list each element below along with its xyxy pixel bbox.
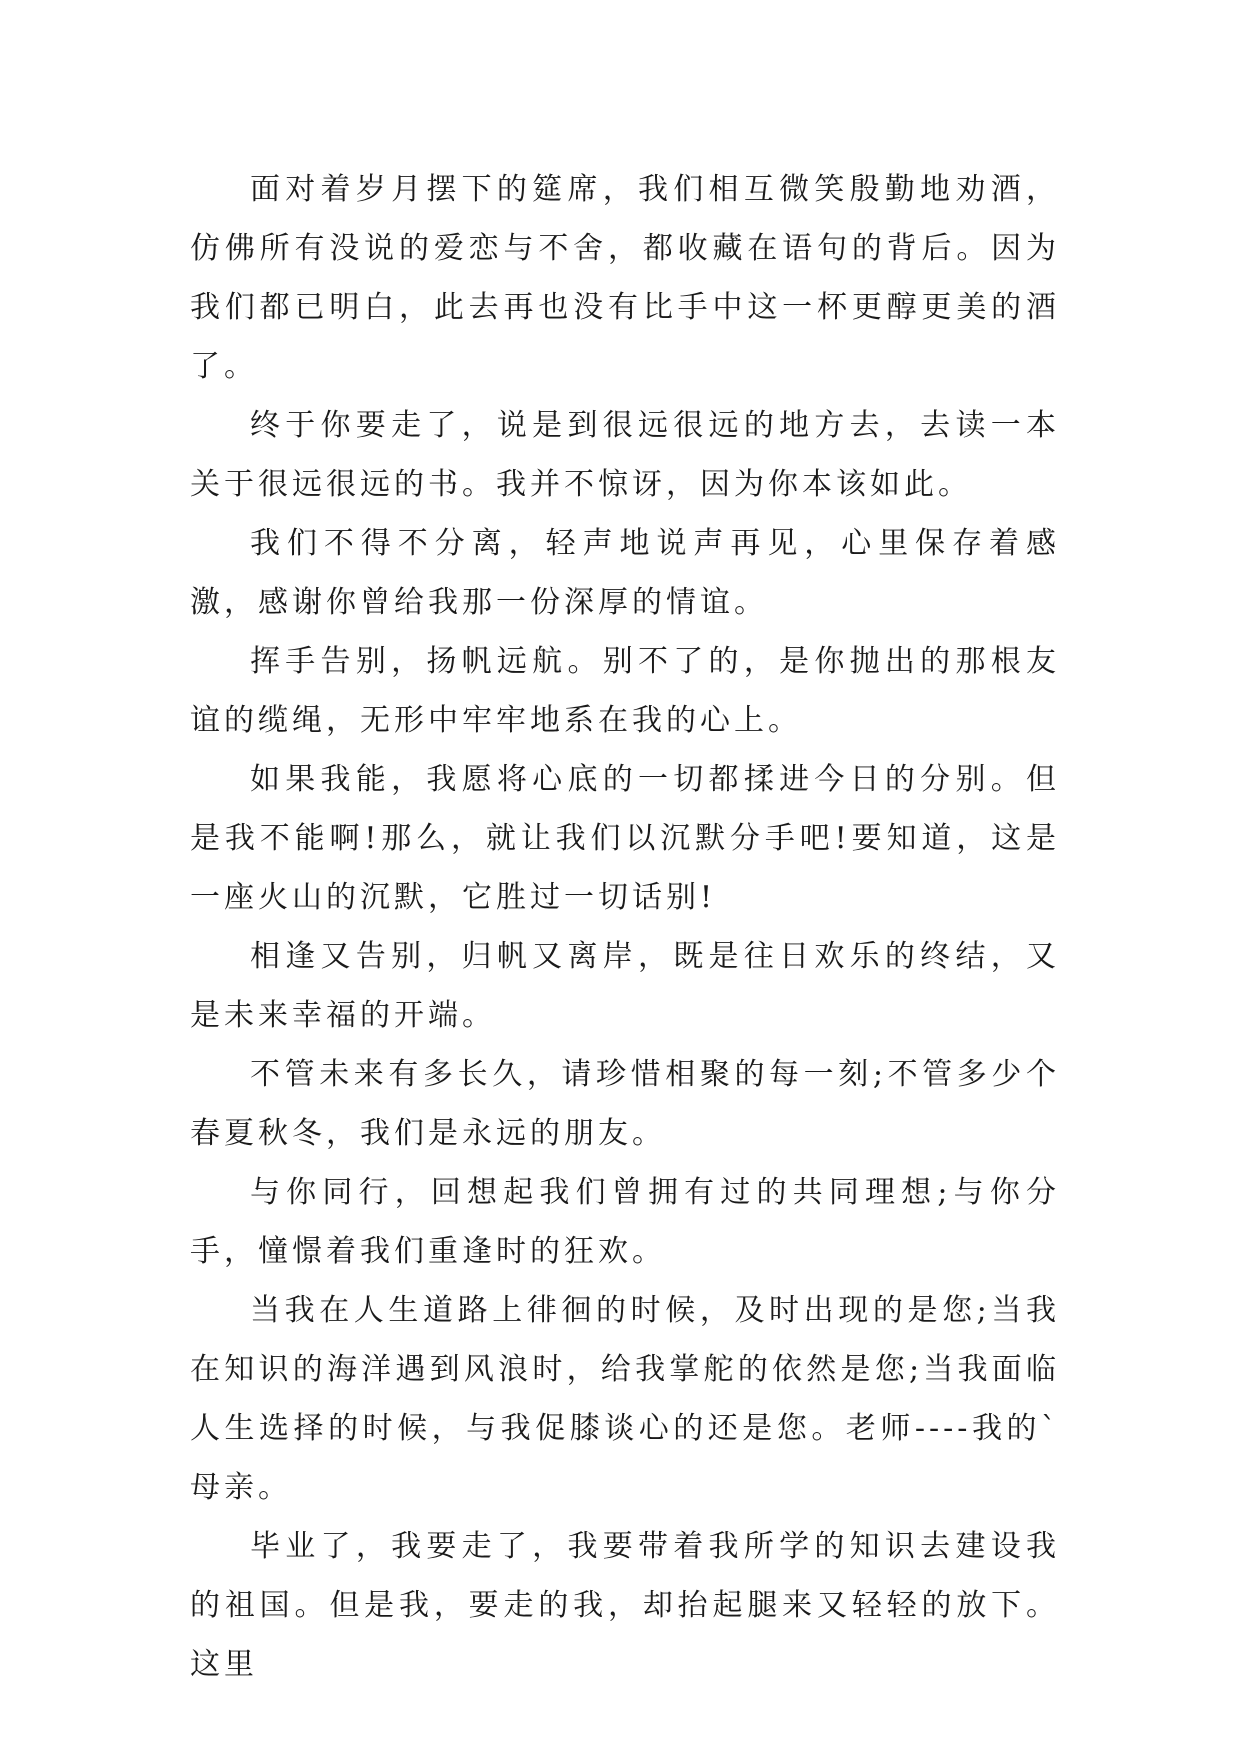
- paragraph-6: 相逢又告别，归帆又离岸，既是往日欢乐的终结，又是未来幸福的开端。: [190, 939, 1060, 1033]
- paragraph-4: 挥手告别，扬帆远航。别不了的，是你抛出的那根友谊的缆绳，无形中牢牢地系在我的心上。: [190, 644, 1060, 738]
- body-text: [190, 160, 1060, 1694]
- paragraph-9: 当我在人生道路上徘徊的时候，及时出现的是您;当我在知识的海洋遇到风浪时，给我掌舵的依然是您;当我面临人生选择的时候，与我促膝谈心的还是您。老师----我的`母亲。: [190, 1293, 1060, 1505]
- paragraph-3: 我们不得不分离，轻声地说声再见，心里保存着感激，感谢你曾给我那一份深厚的情谊。: [190, 526, 1060, 620]
- paragraph-2: 终于你要走了，说是到很远很远的地方去，去读一本关于很远很远的书。我并不惊讶，因为你本该如此。: [190, 408, 1060, 502]
- paragraph-10: 毕业了，我要走了，我要带着我所学的知识去建设我的祖国。但是我，要走的我，却抬起腿来又轻轻的放下。这里: [190, 1529, 1060, 1682]
- paragraph-5: 如果我能，我愿将心底的一切都揉进今日的分别。但是我不能啊!那么，就让我们以沉默分手吧!要知道，这是一座火山的沉默，它胜过一切话别!: [190, 762, 1060, 915]
- paragraph-7: 不管未来有多长久，请珍惜相聚的每一刻;不管多少个春夏秋冬，我们是永远的朋友。: [190, 1057, 1060, 1151]
- paragraph-8: 与你同行，回想起我们曾拥有过的共同理想;与你分手，憧憬着我们重逢时的狂欢。: [190, 1175, 1060, 1269]
- paragraph-1: 面对着岁月摆下的筵席，我们相互微笑殷勤地劝酒，仿佛所有没说的爱恋与不舍，都收藏在语句的背后。因为我们都已明白，此去再也没有比手中这一杯更醇更美的酒了。: [190, 172, 1060, 384]
